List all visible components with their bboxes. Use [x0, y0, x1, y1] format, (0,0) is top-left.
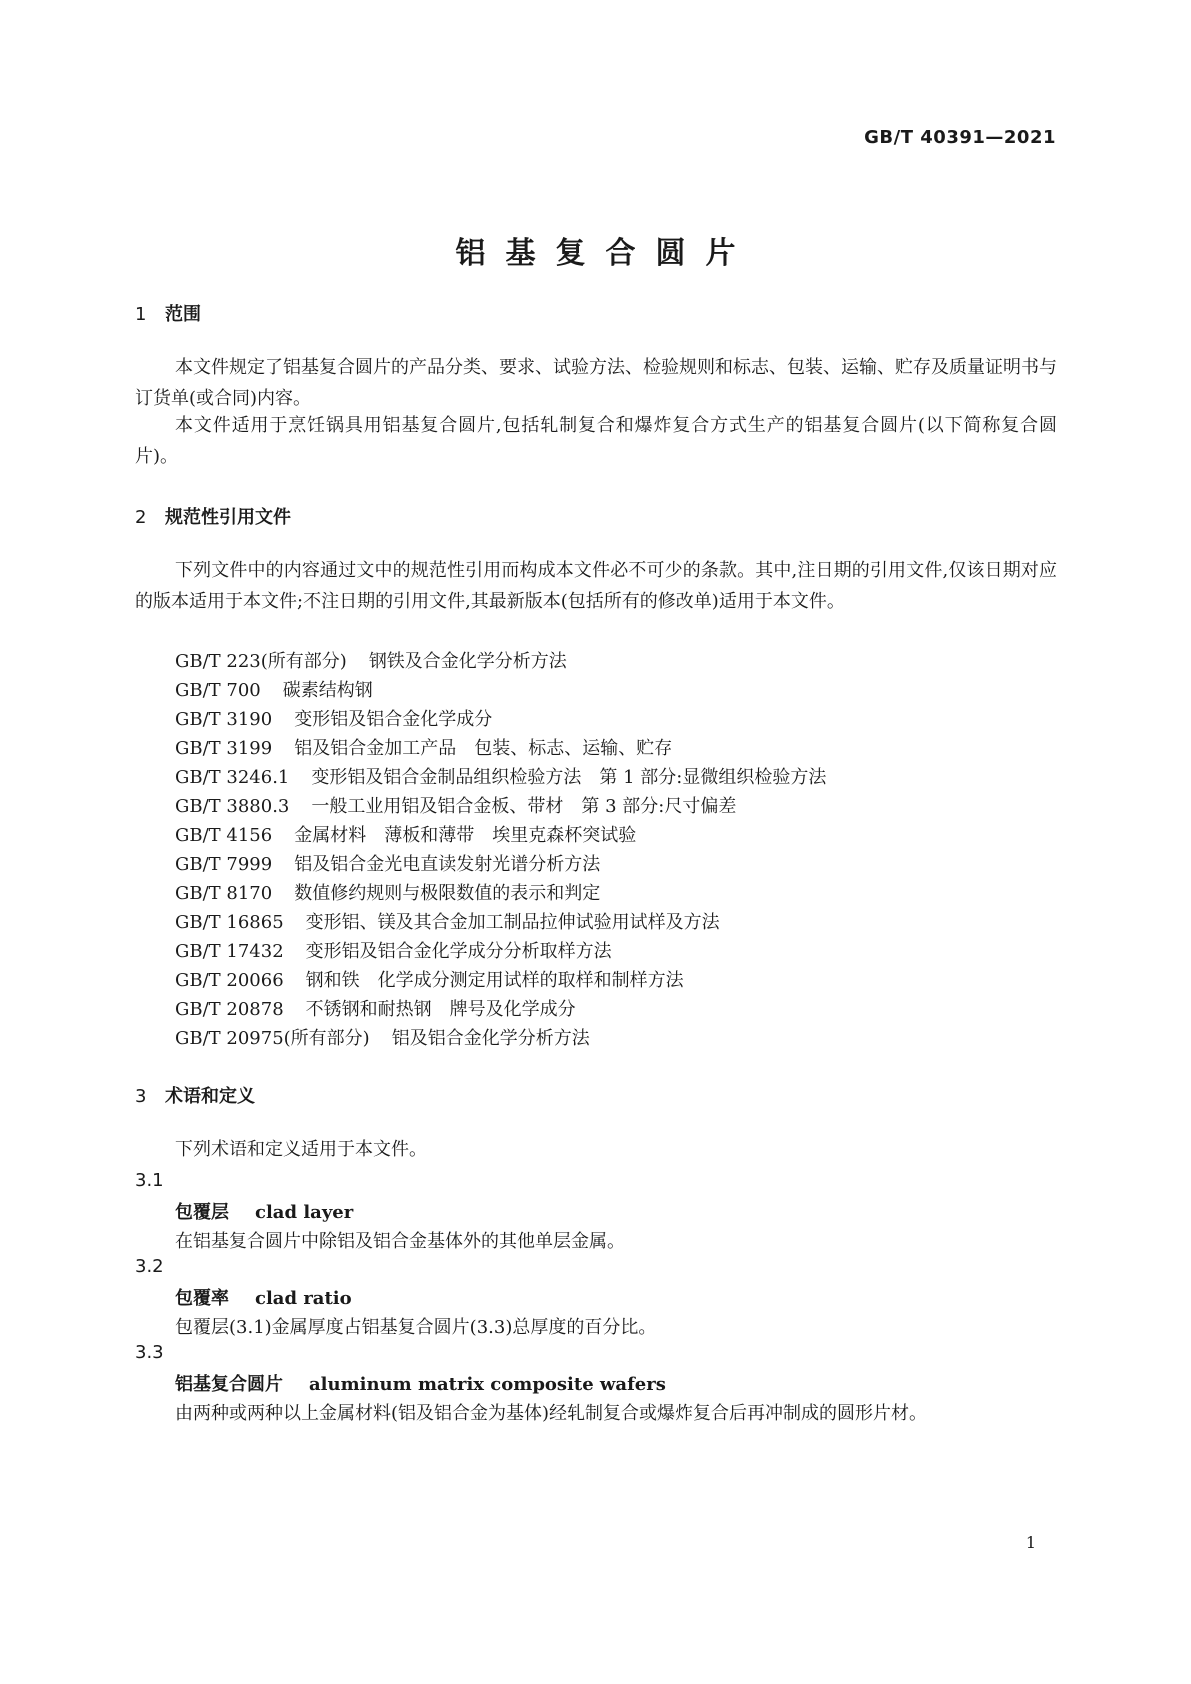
reference-title: 钢和铁 化学成分测定用试样的取样和制样方法	[305, 970, 684, 991]
section-title: 规范性引用文件	[165, 507, 291, 528]
section-3-intro: 下列术语和定义适用于本文件。	[175, 1139, 427, 1160]
reference-item	[175, 647, 567, 673]
reference-title: 铝及铝合金光电直读发射光谱分析方法	[294, 854, 601, 875]
section-number: 2	[135, 507, 147, 528]
reference-title: 变形铝及铝合金化学成分分析取样方法	[305, 941, 612, 962]
reference-code: GB/T 20975(所有部分)	[175, 1028, 370, 1049]
reference-item	[175, 821, 636, 847]
term-name-en: aluminum matrix composite wafers	[309, 1374, 666, 1395]
term-name-zh: 铝基复合圆片	[175, 1374, 283, 1395]
section-3-heading	[135, 1082, 255, 1108]
reference-code: GB/T 8170	[175, 883, 273, 904]
term-name-zh: 包覆率	[175, 1288, 229, 1309]
section-2-heading	[135, 503, 291, 529]
reference-item	[175, 792, 736, 818]
term-name	[175, 1284, 352, 1310]
reference-item	[175, 763, 826, 789]
section-number: 1	[135, 304, 147, 325]
section-number: 3	[135, 1086, 147, 1107]
term-definition: 包覆层(3.1)金属厚度占铝基复合圆片(3.3)总厚度的百分比。	[175, 1317, 657, 1338]
reference-title: 变形铝、镁及其合金加工制品拉伸试验用试样及方法	[305, 912, 720, 933]
reference-title: 一般工业用铝及铝合金板、带材 第 3 部分:尺寸偏差	[311, 796, 737, 817]
term-name-en: clad ratio	[255, 1288, 352, 1309]
reference-code: GB/T 20066	[175, 970, 284, 991]
reference-code: GB/T 700	[175, 680, 261, 701]
term-number: 3.1	[135, 1170, 164, 1191]
reference-code: GB/T 17432	[175, 941, 284, 962]
reference-title: 金属材料 薄板和薄带 埃里克森杯突试验	[294, 825, 637, 846]
reference-item	[175, 995, 576, 1021]
term-definition: 在铝基复合圆片中除铝及铝合金基体外的其他单层金属。	[175, 1231, 625, 1252]
reference-item	[175, 676, 373, 702]
reference-item	[175, 908, 720, 934]
reference-title: 碳素结构钢	[282, 680, 373, 701]
reference-code: GB/T 20878	[175, 999, 284, 1020]
reference-item	[175, 705, 492, 731]
term-name-en: clad layer	[255, 1202, 354, 1223]
reference-code: GB/T 16865	[175, 912, 284, 933]
reference-code: GB/T 3190	[175, 709, 273, 730]
document-title: 铝基复合圆片	[455, 236, 756, 271]
section-2-intro: 下列文件中的内容通过文中的规范性引用而构成本文件必不可少的条款。其中,注日期的引用文件,仅该日期对应的版本适用于本文件;不注日期的引用文件,其最新版本(包括所有的修改单)适用于本文件。	[135, 560, 1057, 612]
reference-title: 变形铝及铝合金制品组织检验方法 第 1 部分:显微组织检验方法	[311, 767, 827, 788]
reference-code: GB/T 7999	[175, 854, 273, 875]
term-name	[175, 1370, 666, 1396]
reference-code: GB/T 3199	[175, 738, 273, 759]
reference-code: GB/T 223(所有部分)	[175, 651, 347, 672]
reference-code: GB/T 3880.3	[175, 796, 290, 817]
reference-title: 数值修约规则与极限数值的表示和判定	[294, 883, 601, 904]
section-1-paragraph-2: 本文件适用于烹饪锅具用铝基复合圆片,包括轧制复合和爆炸复合方式生产的铝基复合圆片(以下简称复合圆片)。	[135, 415, 1057, 467]
reference-item	[175, 966, 684, 992]
reference-item	[175, 1024, 590, 1050]
reference-item	[175, 937, 612, 963]
reference-title: 铝及铝合金加工产品 包装、标志、运输、贮存	[294, 738, 673, 759]
section-title: 术语和定义	[165, 1086, 255, 1107]
reference-title: 变形铝及铝合金化学成分	[294, 709, 493, 730]
section-1-heading	[135, 300, 201, 326]
section-title: 范围	[165, 304, 201, 325]
reference-item	[175, 734, 672, 760]
reference-code: GB/T 4156	[175, 825, 273, 846]
reference-title: 不锈钢和耐热钢 牌号及化学成分	[305, 999, 576, 1020]
term-number: 3.3	[135, 1342, 164, 1363]
reference-item	[175, 850, 600, 876]
reference-code: GB/T 3246.1	[175, 767, 290, 788]
reference-title: 铝及铝合金化学分析方法	[391, 1028, 590, 1049]
page-number: 1	[1025, 1533, 1036, 1552]
standard-number: GB/T 40391—2021	[864, 127, 1056, 148]
term-definition: 由两种或两种以上金属材料(铝及铝合金为基体)经轧制复合或爆炸复合后再冲制成的圆形片材。	[175, 1403, 928, 1424]
term-name-zh: 包覆层	[175, 1202, 229, 1223]
reference-item	[175, 879, 600, 905]
term-name	[175, 1198, 353, 1224]
section-1-paragraph-1: 本文件规定了铝基复合圆片的产品分类、要求、试验方法、检验规则和标志、包装、运输、贮存及质量证明书与订货单(或合同)内容。	[135, 357, 1057, 409]
term-number: 3.2	[135, 1256, 164, 1277]
reference-title: 钢铁及合金化学分析方法	[368, 651, 567, 672]
